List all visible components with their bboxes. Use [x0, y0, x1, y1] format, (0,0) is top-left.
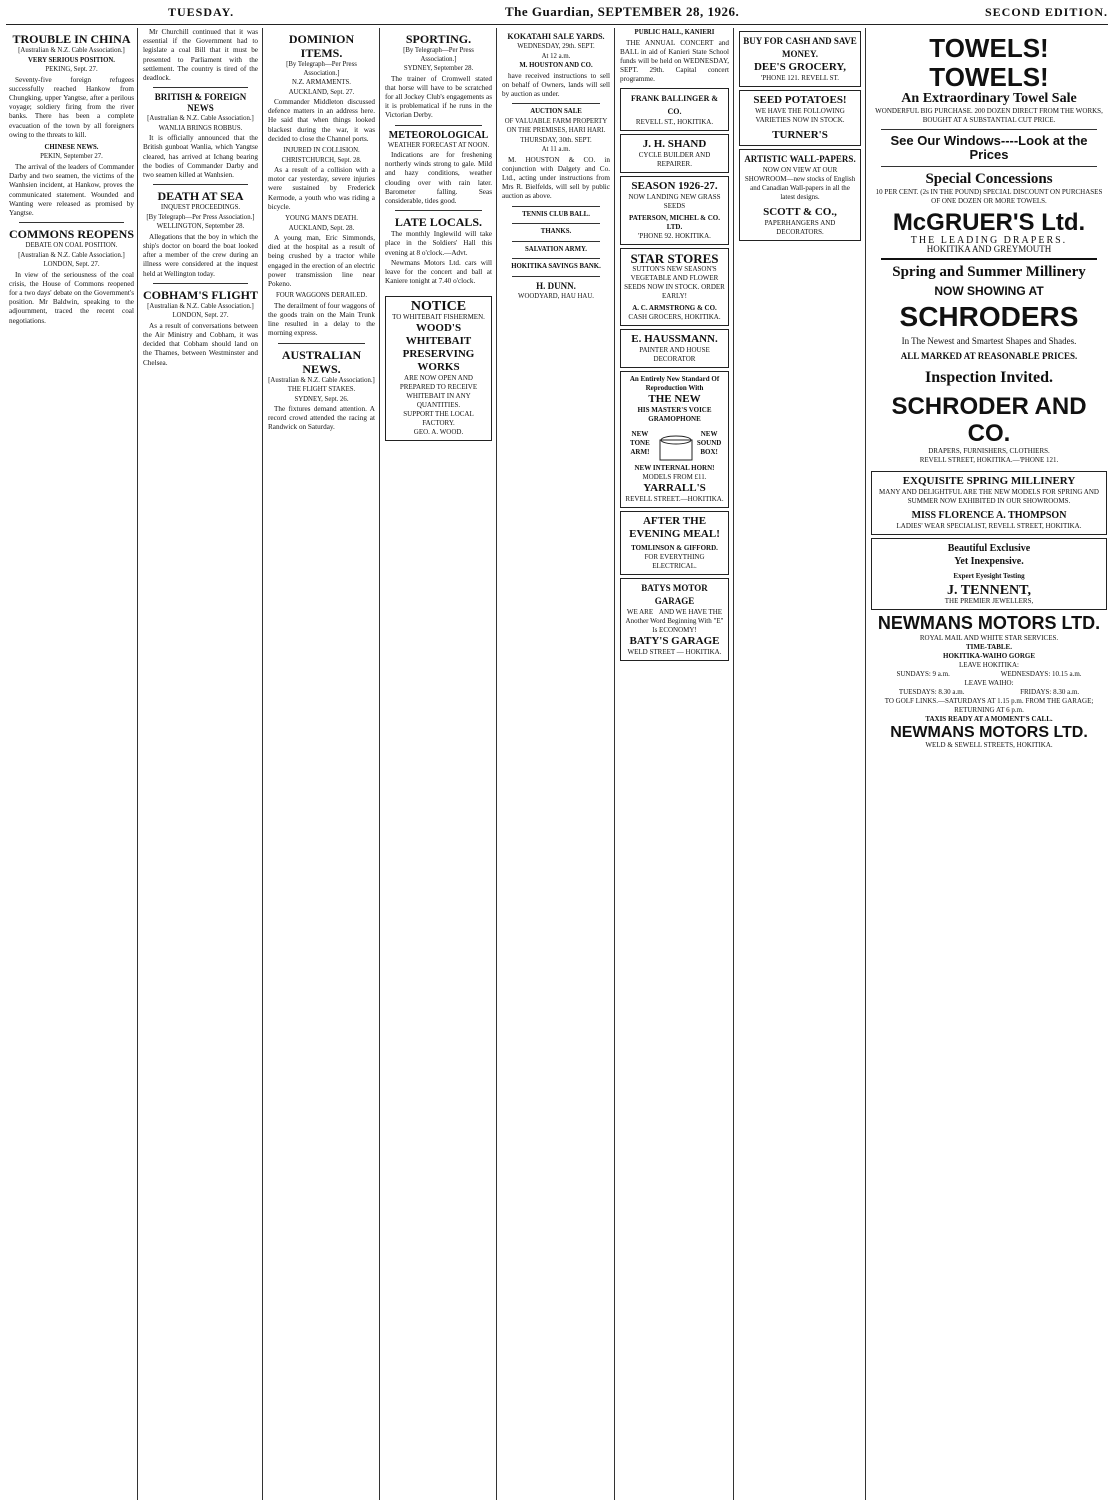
- separator: [153, 87, 248, 88]
- dee-name: DEE'S GROCERY,: [753, 61, 847, 73]
- gramophone-new: THE NEW: [648, 392, 701, 405]
- source-line: [Australian & N.Z. Cable Association.]: [18, 47, 125, 54]
- salvation-army-heading: SALVATION ARMY.: [525, 245, 587, 253]
- subheading: N.Z. ARMAMENTS.: [292, 79, 351, 86]
- masthead-edition: SECOND EDITION.: [984, 5, 1108, 19]
- towels-subheading: An Extraordinary Towel Sale: [901, 91, 1077, 107]
- separator: [512, 258, 600, 259]
- weather-text: Indications are for freshening northerly winds strong to gale. Mild and hazy conditions, weather clouding over with rain later. Barometer falling. Seas considerable, tides good.: [385, 151, 492, 206]
- exquisite-text: MANY AND DELIGHTFUL ARE THE NEW MODELS FOR SPRING AND SUMMER NOW EXHIBITED IN OUR SHOWROOMS.: [879, 487, 1099, 505]
- auction-time: At 11 a.m.: [541, 146, 571, 154]
- subheading: WEATHER FORECAST AT NOON.: [387, 141, 490, 149]
- separator: [19, 222, 124, 223]
- reasonable-prices: ALL MARKED AT REASONABLE PRICES.: [900, 350, 1078, 361]
- separator: [512, 206, 600, 207]
- season-title: SEASON 1926-27.: [631, 179, 718, 192]
- headline-sporting: SPORTING.: [405, 32, 472, 46]
- dateline: PEKIN, September 27.: [40, 153, 103, 161]
- leave-hokitika: LEAVE HOKITIKA:: [959, 660, 1019, 669]
- headline-british-foreign-news: BRITISH & FOREIGN NEWS: [154, 92, 247, 114]
- schroders-name: SCHRODERS: [899, 300, 1079, 332]
- seed-heading: SEED POTATOES!: [753, 94, 847, 106]
- inspection-invited: Inspection Invited.: [924, 368, 1054, 386]
- scott-sub: PAPERHANGERS AND DECORATORS.: [764, 219, 836, 236]
- now-showing: NOW SHOWING AT: [934, 283, 1044, 298]
- column-8: [868, 28, 1110, 1502]
- dee-heading: BUY FOR CASH AND SAVE MONEY.: [743, 36, 857, 59]
- separator: [153, 184, 248, 185]
- column-divider: [865, 28, 866, 1500]
- inexpensive-heading: Yet Inexpensive.: [954, 555, 1024, 567]
- masthead: [0, 0, 1114, 24]
- auction-text: M. HOUSTON & CO. in conjunction with Dalgety and Co. Ltd., acting under instructions from Mrs R. Bielfelds, will sell by public auction as above.: [502, 155, 610, 201]
- newmans-footer-name: NEWMANS MOTORS LTD.: [890, 723, 1088, 741]
- dee-grocery-ad: [739, 31, 861, 87]
- article-text: Mr Churchill continued that it was essential if the Government had to legislate a coal Bill that it must be presented to Parliament with the settlement. The country is tired of the deadlock.: [143, 28, 258, 83]
- separator: [881, 258, 1097, 260]
- dateline: AUCKLAND, Sept. 28.: [288, 224, 355, 232]
- source-line: [By Telegraph—Per Press Association.]: [403, 47, 474, 63]
- wallpaper-heading: ARTISTIC WALL-PAPERS.: [744, 154, 856, 164]
- fridays: FRIDAYS: 8.30 a.m.: [1020, 687, 1080, 696]
- auction-place: ON THE PREMISES, HARI HARI.: [506, 127, 606, 135]
- article-text: In view of the seriousness of the coal crisis, the House of Commons reopened for a two days' debate on the Government's position. Mr Baldwin, speaking to the adjournment, traced the recent coal negotiations.: [9, 270, 134, 325]
- notice-text: ARE NOW OPEN AND PREPARED TO RECEIVE WHITEBAIT IN ANY QUANTITIES.: [399, 374, 478, 410]
- subheading: YOUNG MAN'S DEATH.: [285, 215, 358, 223]
- batys-heading: BATYS MOTOR GARAGE: [641, 582, 708, 606]
- newest-shapes: In The Newest and Smartest Shapes and Shades.: [901, 335, 1077, 346]
- batys-place: WELD STREET — HOKITIKA.: [627, 647, 722, 656]
- meal-heading: AFTER THE EVENING MEAL!: [629, 514, 720, 540]
- ballinger-place: REVELL ST., HOKITIKA.: [635, 117, 714, 126]
- batys-left: WE ARE: [626, 607, 654, 616]
- seed-potatoes-ad: [739, 90, 861, 146]
- subheading: INJURED IN COLLISION.: [283, 147, 360, 155]
- separator: [512, 276, 600, 277]
- headline-meteorological: METEOROLOGICAL: [388, 129, 489, 141]
- column-divider: [379, 28, 380, 1500]
- wednesdays: WEDNESDAYS: 10.15 a.m.: [1000, 669, 1082, 678]
- timetable: TIME-TABLE.: [966, 642, 1012, 651]
- schedule-row-1: [871, 670, 1107, 679]
- sale-date: WEDNESDAY, 29th. SEPT.: [517, 43, 595, 50]
- sale-yards-heading: KOKATAHI SALE YARDS.: [507, 32, 605, 41]
- column-1: [6, 28, 137, 1502]
- masthead-rule: [6, 24, 1108, 25]
- dateline: CHRISTCHURCH, Sept. 28.: [281, 156, 362, 164]
- gramophone-illustration-icon: [656, 424, 693, 464]
- article-text: The arrival of the leaders of Commander Darby and two seamen, the victims of the Wanhsien incident, at Hankow, proves the communicated statement. Wounded and Wanting were released as promised by Yangtse.: [9, 162, 134, 217]
- source-line: [By Telegraph—Per Press Association.]: [146, 213, 255, 221]
- notice-whitebait-ad: [385, 296, 492, 441]
- notice-heading: NOTICE: [410, 299, 467, 315]
- column-3: [265, 28, 378, 1502]
- notice-footer: SUPPORT THE LOCAL FACTORY.: [403, 410, 474, 428]
- jeweller-ad: [871, 538, 1107, 610]
- star-stores-ad: [620, 248, 729, 326]
- separator: [881, 166, 1097, 167]
- concert-text: THE ANNUAL CONCERT and BALL in aid of Kanieri State School funds will be held on WEDNESDAY, SEPT. 29th. Capital concert programme.: [620, 38, 729, 84]
- windows-heading: See Our Windows----Look at the Prices: [890, 132, 1088, 162]
- source-line: [Australian & N.Z. Cable Association.]: [147, 115, 254, 123]
- dateline: WELLINGTON, September 28.: [156, 223, 245, 231]
- taxis: TAXIS READY AT A MOMENT'S CALL.: [925, 714, 1053, 723]
- column-divider: [614, 28, 615, 1500]
- dee-phone: 'PHONE 121. REVELL ST.: [760, 74, 840, 82]
- season-ad: [620, 176, 729, 245]
- article-text: The derailment of four waggons of the goods train on the Main Trunk line resulted in a delay to the morning express.: [268, 301, 375, 338]
- subheading: WANLIA BRINGS ROBBUS.: [158, 124, 243, 132]
- yarrall-place: REVELL STREET.—HOKITIKA.: [625, 494, 724, 503]
- beautiful-heading: Beautiful Exclusive: [947, 542, 1031, 554]
- headline-dominion-items: DOMINION ITEMS.: [288, 32, 355, 60]
- eyesight-heading: Expert Eyesight Testing: [953, 571, 1025, 580]
- golf-links: TO GOLF LINKS.—SATURDAYS AT 1.15 p.m. FROM THE GARAGE; RETURNING AT 6 p.m.: [884, 696, 1094, 714]
- batys-footer: BATY'S GARAGE: [629, 634, 720, 647]
- subheading: FOUR WAGGONS DERAILED.: [275, 292, 368, 300]
- thompson-name: MISS FLORENCE A. THOMPSON: [911, 509, 1067, 521]
- column-divider: [262, 28, 263, 1500]
- article-text: The fixtures demand attention. A record crowd attended the racing at Randwick on Saturday.: [268, 405, 375, 432]
- concert-heading: PUBLIC HALL, KANIERI: [634, 29, 715, 36]
- notice-subheading: TO WHITEBAIT FISHERMEN.: [392, 313, 485, 322]
- sundays: SUNDAYS: 9 a.m.: [896, 669, 950, 678]
- auction-date: THURSDAY, 30th. SEPT.: [520, 136, 592, 144]
- separator: [512, 241, 600, 242]
- batys-slogan: Another Word Beginning With "E" Is ECONOMY!: [625, 616, 724, 634]
- gramophone-horn: NEW INTERNAL HORN!: [634, 463, 715, 472]
- batys-row: [624, 608, 725, 617]
- spring-summer-heading: Spring and Summer Millinery: [892, 264, 1086, 281]
- gramophone-row: [624, 424, 725, 464]
- meal-ad: [620, 511, 729, 575]
- newmans-sub: ROYAL MAIL AND WHITE STAR SERVICES.: [919, 633, 1059, 642]
- gramophone-models: MODELS FROM £11.: [642, 472, 707, 481]
- article-text: Commander Middleton discussed defence matters in an address here. He said that when things looked blackest during the war, it was decided to close the Channel ports.: [268, 98, 375, 143]
- subheading: DEBATE ON COAL POSITION.: [25, 242, 118, 250]
- gramophone-right: NEW SOUND BOX!: [696, 430, 722, 457]
- headline-commons-reopens: COMMONS REOPENS: [9, 227, 135, 242]
- auction-subheading: OF VALUABLE FARM PROPERTY: [504, 117, 608, 125]
- wallpaper-text: NOW ON VIEW AT OUR SHOWROOM—new stocks of English and Canadian Wall-papers in all the latest designs.: [744, 166, 856, 201]
- dunn-name: H. DUNN.: [536, 280, 576, 291]
- masthead-title: The Guardian, SEPTEMBER 28, 1926.: [505, 4, 740, 19]
- shand-name: J. H. SHAND: [642, 137, 707, 150]
- ballinger-ad: [620, 88, 729, 131]
- sale-time: At 12 a.m.: [541, 52, 571, 60]
- separator: [153, 283, 248, 284]
- dateline: AUCKLAND, Sept. 27.: [288, 88, 355, 96]
- subheading: THE FLIGHT STAKES.: [287, 386, 356, 394]
- thompson-sub: LADIES' WEAR SPECIALIST, REVELL STREET, HOKITIKA.: [896, 521, 1082, 530]
- subheading: INQUEST PROCEEDINGS.: [160, 204, 241, 212]
- haussmann-ad: [620, 329, 729, 368]
- shand-ad: [620, 134, 729, 173]
- mcgruer-name: McGRUER'S Ltd.: [892, 208, 1086, 236]
- haussmann-sub: PAINTER AND HOUSE DECORATOR: [639, 345, 710, 363]
- headline-cobhams-flight: COBHAM'S FLIGHT: [143, 287, 259, 302]
- exquisite-millinery-ad: [871, 471, 1107, 535]
- schroder-co-place: REVELL STREET, HOKITIKA.—'PHONE 121.: [919, 455, 1059, 464]
- dateline: SYDNEY, Sept. 26.: [294, 395, 349, 403]
- separator: [395, 210, 482, 211]
- auctioneer-name: M. HOUSTON AND CO.: [519, 62, 593, 69]
- wallpaper-ad: [739, 149, 861, 241]
- exquisite-heading: EXQUISITE SPRING MILLINERY: [902, 474, 1076, 487]
- tomlinson-name: TOMLINSON & GIFFORD.: [631, 543, 718, 552]
- dateline: LONDON, Sept. 27.: [172, 312, 229, 320]
- gramophone-title: HIS MASTER'S VOICE GRAMOPHONE: [637, 405, 712, 423]
- separator: [512, 103, 600, 104]
- gramophone-ad: [620, 371, 729, 508]
- column-5: [499, 28, 613, 1502]
- sale-text: have received instructions to sell on behalf of Owners, lands will sell by auction as under.: [502, 71, 610, 98]
- armstrong-name: A. C. ARMSTRONG & CO.: [632, 303, 717, 312]
- separator: [278, 343, 365, 344]
- notice-signature: GEO. A. WOOD.: [413, 428, 464, 437]
- column-6: [617, 28, 732, 1502]
- tennent-sub: THE PREMIER JEWELLERS,: [944, 596, 1034, 605]
- haussmann-name: E. HAUSSMANN.: [631, 332, 718, 345]
- batys-ad: [620, 578, 729, 661]
- gramophone-left: NEW TONE ARM!: [630, 430, 650, 457]
- column-7: [736, 28, 864, 1502]
- article-text: The trainer of Cromwell stated that horse will have to be scratched for all Jockey Club's engagements as it is problematical if he runs in the Victorian Derby.: [385, 74, 492, 120]
- turner-name: TURNER'S: [772, 129, 828, 141]
- tuesdays: TUESDAYS: 8.30 a.m.: [898, 687, 965, 696]
- paterson-phone: 'PHONE 92. HOKITIKA.: [638, 231, 711, 240]
- newmans-footer-place: WELD & SEWELL STREETS, HOKITIKA.: [925, 741, 1053, 750]
- masthead-day: TUESDAY.: [168, 5, 235, 19]
- separator: [512, 223, 600, 224]
- article-text: A young man, Eric Simmonds, died at the hospital as a result of being crushed by a tractor while engaged in the erection of an electric power transmission line near Pokeno.: [268, 234, 375, 289]
- article-text: Seventy-five foreign refugees successfully reached Hankow from Chungking, upper Yangtse, after a perilous voyage; soldiery firing from the river banks. There has been a complete evacuation of the town by all foreigners owing to the threats to kill.: [9, 75, 134, 139]
- yarrall-name: YARRALL'S: [643, 481, 706, 494]
- article-text: Newmans Motors Ltd. cars will leave for the concert and ball at Kaniere tonight at 7.40 o'clock.: [385, 258, 492, 286]
- schroder-co-name: SCHRODER AND CO.: [891, 393, 1087, 447]
- dunn-place: WOODYARD, HAU HAU.: [518, 292, 594, 300]
- separator: [395, 125, 482, 126]
- source-line: [Australian & N.Z. Cable Association.]: [268, 376, 375, 384]
- column-2: [140, 28, 261, 1502]
- ballinger-name: FRANK BALLINGER & CO.: [630, 93, 719, 116]
- concessions-text: 10 PER CENT. (2s IN THE POUND) SPECIAL DISCOUNT ON PURCHASES OF ONE DOZEN OR MORE TOWELS.: [875, 187, 1103, 205]
- concessions-heading: Special Concessions: [925, 171, 1053, 188]
- savings-bank-heading: HOKITIKA SAVINGS BANK.: [511, 263, 601, 271]
- headline-late-locals: LATE LOCALS.: [394, 215, 483, 230]
- article-text: Allegations that the boy in which the ship's doctor on board the boat looked after a member of the crew during an illness were considered at the inquest held at Wellington today.: [143, 232, 258, 278]
- source-line: [By Telegraph—Per Press Association.]: [286, 61, 357, 77]
- article-text: As a result of a collision with a motor car yesterday, severe injuries were sustained by Frederick Kermode, a youth who was riding a bicycle.: [268, 166, 375, 211]
- article-text: It is officially announced that the British gunboat Wanlia, which Yangtse cleared, has arrived at Ichang bearing the bodies of Commander Darby and two seamen killed at Wanhsien.: [143, 134, 258, 180]
- column-divider: [733, 28, 734, 1500]
- dateline: LONDON, Sept. 27.: [43, 261, 100, 269]
- thanks-heading: THANKS.: [540, 228, 572, 236]
- article-text: As a result of conversations between the Air Ministry and Cobham, it was decided that Cobham should land on the Thames, between Westminster and Chelsea.: [143, 321, 258, 367]
- separator: [881, 129, 1097, 130]
- armstrong-sub: CASH GROCERS, HOKITIKA.: [628, 312, 721, 321]
- tennent-name: J. TENNENT,: [947, 582, 1031, 598]
- source-line: [Australian & N.Z. Cable Association.]: [147, 302, 254, 310]
- gorge-heading: HOKITIKA-WAIHO GORGE: [943, 651, 1035, 660]
- season-sub: NOW LANDING NEW GRASS SEEDS: [628, 192, 721, 210]
- dateline: PEKING, Sept. 27.: [45, 66, 98, 73]
- schedule-row-2: [871, 688, 1107, 697]
- dateline: SYDNEY, September 28.: [403, 65, 474, 72]
- paterson-name: PATERSON, MICHEL & CO. LTD.: [629, 213, 720, 231]
- headline-trouble-in-china: TROUBLE IN CHINA: [12, 32, 131, 46]
- notice-title: WOOD'S WHITEBAIT PRESERVING WORKS: [402, 322, 475, 374]
- column-divider: [137, 28, 138, 1500]
- headline-australian-news: AUSTRALIAN NEWS.: [281, 347, 362, 376]
- tomlinson-sub: FOR EVERYTHING ELECTRICAL.: [644, 552, 705, 570]
- newmans-name: NEWMANS MOTORS LTD.: [877, 612, 1101, 633]
- subheading: CHINESE NEWS.: [44, 143, 99, 151]
- scott-name: SCOTT & CO.,: [763, 206, 837, 218]
- tennis-club-heading: TENNIS CLUB BALL.: [522, 210, 590, 218]
- seed-text: WE HAVE THE FOLLOWING VARIETIES NOW IN STOCK.: [755, 107, 845, 124]
- auction-heading: AUCTION SALE: [530, 108, 582, 116]
- towels-text: WONDERFUL BIG PURCHASE. 200 DOZEN DIRECT FROM THE WORKS, BOUGHT AT A SUBSTANTIAL CUT PRICE.: [875, 106, 1103, 124]
- mcgruer-sub: THE LEADING DRAPERS.: [910, 235, 1068, 247]
- headline-death-at-sea: DEATH AT SEA: [157, 189, 244, 204]
- column-4: [382, 28, 495, 1502]
- star-stores-text: SUTTON'S NEW SEASON'S VEGETABLE AND FLOWER SEEDS NOW IN STOCK. ORDER EARLY!: [624, 264, 725, 300]
- star-stores-title: STAR STORES: [630, 250, 719, 266]
- leave-waiho: LEAVE WAIHO:: [964, 678, 1014, 687]
- shand-sub: CYCLE BUILDER AND REPAIRER.: [638, 150, 711, 168]
- source-line: [Australian & N.Z. Cable Association.]: [18, 251, 125, 259]
- mcgruer-place: HOKITIKA AND GREYMOUTH: [926, 244, 1052, 255]
- article-text: The monthly Inglewild will take place in the Soldiers' Hall this evening at 8 o'clock.—Advt.: [385, 230, 492, 257]
- subheading: VERY SERIOUS POSITION.: [28, 56, 115, 64]
- gramophone-heading: An Entirely New Standard Of Reproduction With: [629, 374, 720, 392]
- batys-mid: AND WE HAVE THE: [658, 607, 723, 616]
- towels-heading: TOWELS! TOWELS!: [929, 33, 1049, 92]
- schroder-co-sub: DRAPERS, FURNISHERS, CLOTHIERS.: [928, 446, 1050, 455]
- column-divider: [496, 28, 497, 1500]
